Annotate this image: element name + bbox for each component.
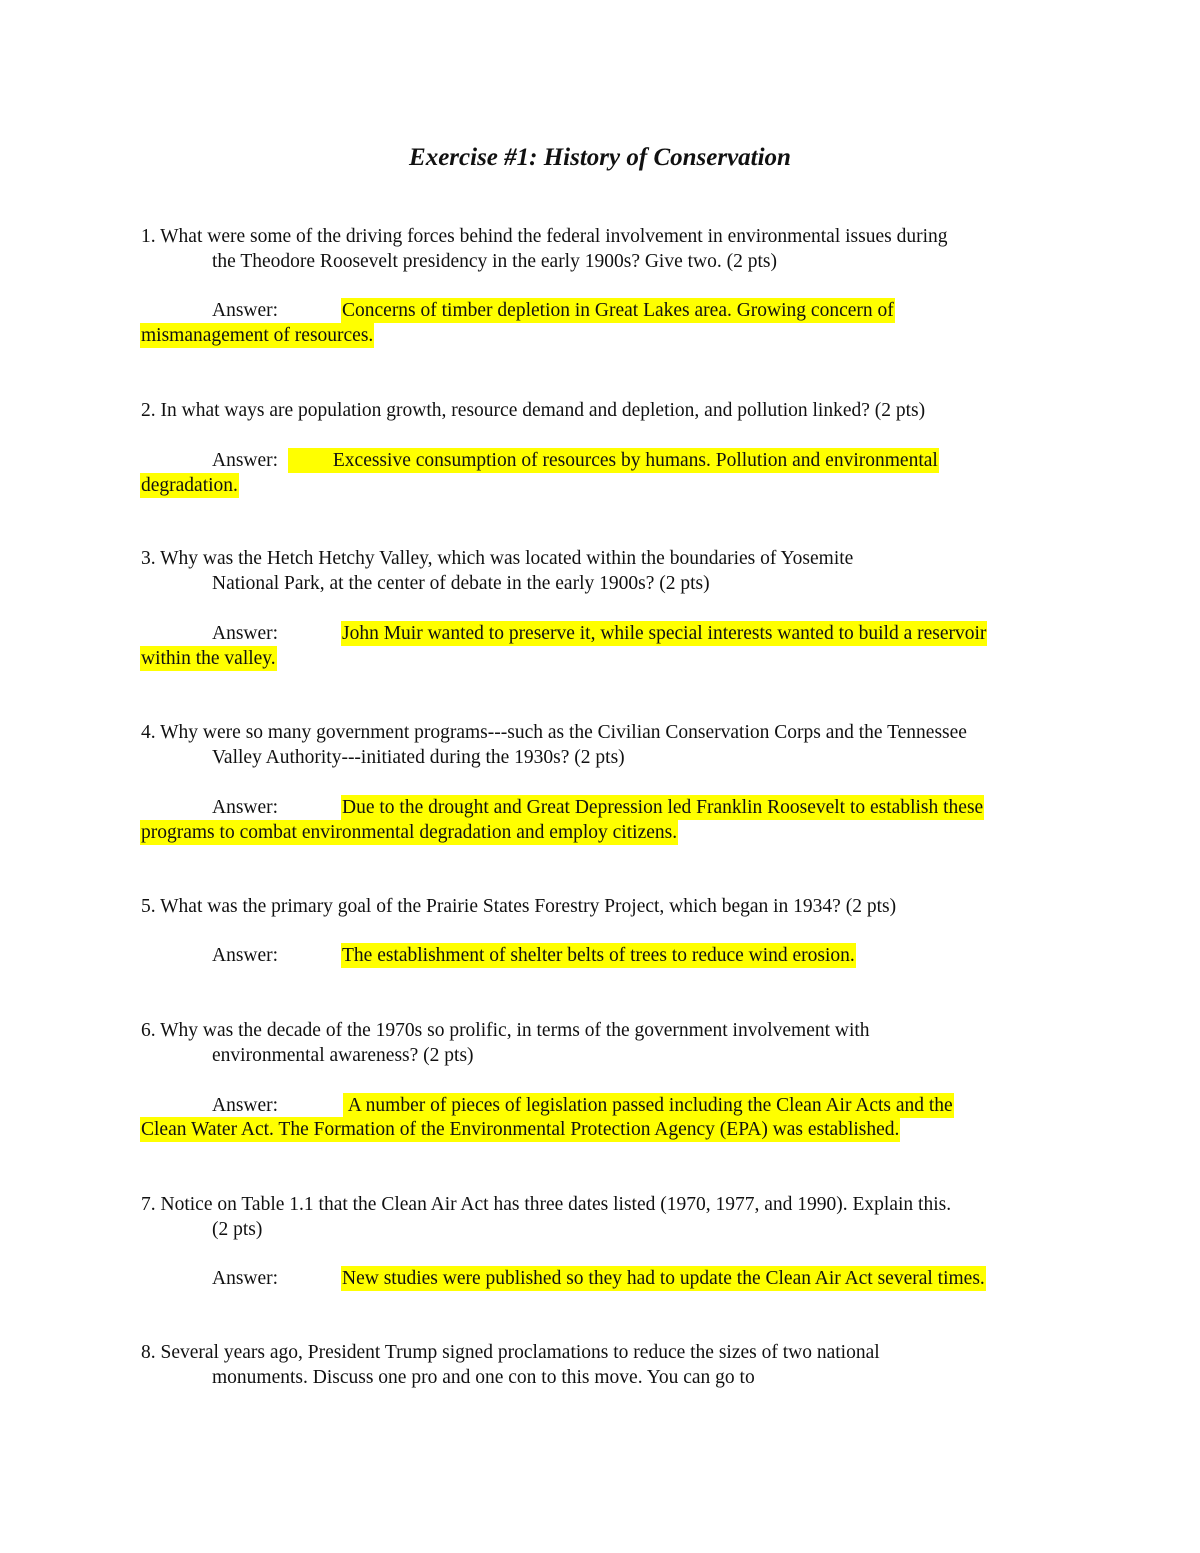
answer-6-line-1: A number of pieces of legislation passed including the Clean Air Acts and the: [344, 1095, 953, 1116]
answer-2-label: Answer:: [212, 450, 279, 471]
question-7-line-2: (2 pts): [212, 1219, 263, 1240]
answer-4-label: Answer:: [212, 797, 279, 818]
answer-7-line-1: New studies were published so they had to update the Clean Air Act several times.: [342, 1268, 985, 1289]
answer-6-line-2: Clean Water Act. The Formation of the Environmental Protection Agency (EPA) was established.: [141, 1119, 900, 1140]
question-6-line-2: environmental awareness? (2 pts): [212, 1045, 474, 1066]
answer-3-line-2: within the valley.: [141, 648, 276, 669]
answer-6-label: Answer:: [212, 1095, 279, 1116]
page-title: Exercise #1: History of Conservation: [409, 144, 791, 171]
question-8-line-2: monuments. Discuss one pro and one con to this move. You can go to: [212, 1367, 755, 1388]
answer-7-label: Answer:: [212, 1268, 279, 1289]
answer-1-label: Answer:: [212, 300, 279, 321]
answer-5-line-1: The establishment of shelter belts of trees to reduce wind erosion.: [342, 945, 855, 966]
answer-5-label: Answer:: [212, 945, 279, 966]
answer-3-line-1: John Muir wanted to preserve it, while special interests wanted to build a reservoir: [342, 623, 987, 644]
question-1-line-1: 1. What were some of the driving forces behind the federal involvement in environmental issues during: [141, 226, 948, 247]
question-5-line-1: 5. What was the primary goal of the Prairie States Forestry Project, which began in 1934? (2 pts): [141, 896, 897, 917]
question-2-line-1: 2. In what ways are population growth, resource demand and depletion, and pollution linked? (2 pts): [141, 400, 926, 421]
question-3-line-1: 3. Why was the Hetch Hetchy Valley, which was located within the boundaries of Yosemite: [141, 548, 854, 569]
answer-1-line-1: Concerns of timber depletion in Great Lakes area. Growing concern of: [342, 300, 894, 321]
answer-2-line-2: degradation.: [141, 475, 238, 496]
question-4-line-2: Valley Authority---initiated during the 1930s? (2 pts): [212, 747, 625, 768]
answer-2-line-1: Excessive consumption of resources by humans. Pollution and environmental: [289, 450, 938, 471]
question-8-line-1: 8. Several years ago, President Trump signed proclamations to reduce the sizes of two national: [141, 1342, 880, 1363]
question-1-line-2: the Theodore Roosevelt presidency in the early 1900s? Give two. (2 pts): [212, 251, 777, 272]
question-3-line-2: National Park, at the center of debate in the early 1900s? (2 pts): [212, 573, 710, 594]
answer-1-line-2: mismanagement of resources.: [141, 325, 374, 346]
question-6-line-1: 6. Why was the decade of the 1970s so prolific, in terms of the government involvement with: [141, 1020, 870, 1041]
question-7-line-1: 7. Notice on Table 1.1 that the Clean Air Act has three dates listed (1970, 1977, and 1990). Explain this.: [141, 1194, 952, 1215]
question-4-line-1: 4. Why were so many government programs---such as the Civilian Conservation Corps and the Tennessee: [141, 722, 967, 743]
answer-3-label: Answer:: [212, 623, 279, 644]
answer-4-line-2: programs to combat environmental degradation and employ citizens.: [141, 822, 678, 843]
answer-4-line-1: Due to the drought and Great Depression led Franklin Roosevelt to establish these: [342, 797, 984, 818]
